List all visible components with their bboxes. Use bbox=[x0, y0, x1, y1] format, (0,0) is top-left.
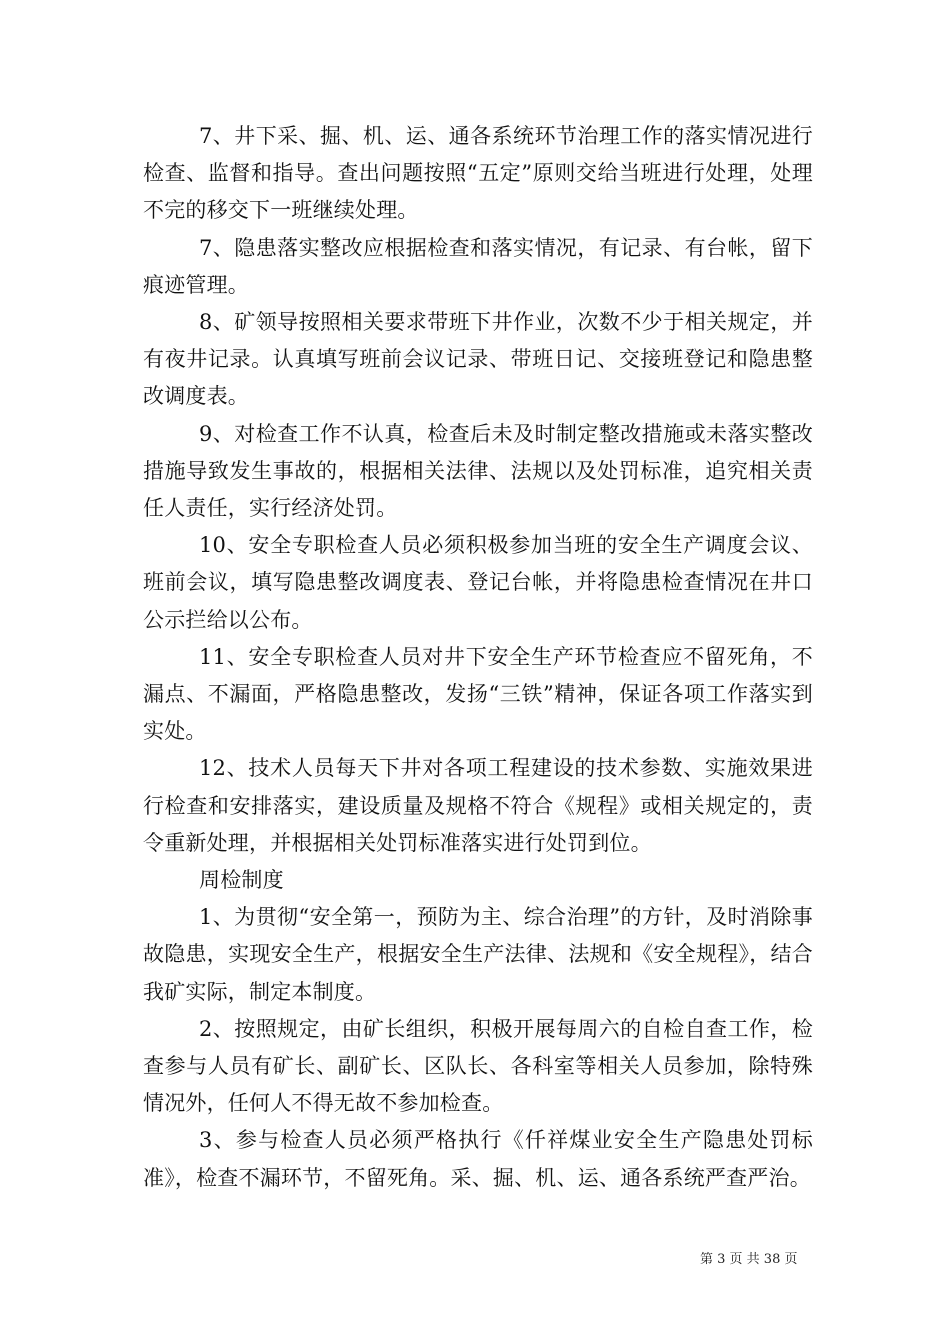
paragraph-weekly-purpose: 1、为贯彻“安全第一，预防为主、综合治理”的方针，及时消除事故隐患，实现安全生产，根据安全生产法律、法规和《安全规程》，结合我矿实际，制定本制度。 bbox=[143, 905, 813, 1004]
section-heading-weekly-inspection: 周检制度 bbox=[199, 868, 284, 893]
document-body bbox=[143, 118, 813, 1197]
paragraph-technical-staff: 12、技术人员每天下井对各项工程建设的技术参数、实施效果进行检查和安排落实，建设质量及规格不符合《规程》或相关规定的，责令重新处理，并根据相关处罚标准落实进行处罚到位。 bbox=[143, 756, 813, 855]
paragraph-weekly-organization: 2、按照规定，由矿长组织，积极开展每周六的自检自查工作，检查参与人员有矿长、副矿长、区队长、各科室等相关人员参加，除特殊情况外，任何人不得无故不参加检查。 bbox=[143, 1016, 813, 1116]
paragraph-no-blind-spots: 11、安全专职检查人员对井下安全生产环节检查应不留死角，不漏点、不漏面，严格隐患整改，发扬“三铁”精神，保证各项工作落实到实处。 bbox=[143, 644, 813, 744]
page-number: 第 3 页 共 38 页 bbox=[700, 1252, 798, 1267]
paragraph-item-7-inspection: 7、井下采、掘、机、运、通各系统环节治理工作的落实情况进行检查、监督和指导。查出问题按照“五定”原则交给当班进行处理，处理不完的移交下一班继续处理。 bbox=[143, 124, 813, 223]
paragraph-leader-shift: 8、矿领导按照相关要求带班下井作业，次数不少于相关规定，并有夜井记录。认真填写班前会议记录、带班日记、交接班登记和隐患整改调度表。 bbox=[143, 310, 813, 409]
paragraph-weekly-standards: 3、参与检查人员必须严格执行《仟祥煤业安全生产隐患处罚标准》，检查不漏环节，不留死角。采、掘、机、运、通各系统严查严治。 bbox=[143, 1128, 813, 1190]
paragraph-penalty: 9、对检查工作不认真，检查后未及时制定整改措施或未落实整改措施导致发生事故的，根据相关法律、法规以及处罚标准，追究相关责任人责任，实行经济处罚。 bbox=[143, 421, 813, 521]
paragraph-safety-meeting: 10、安全专职检查人员必须积极参加当班的安全生产调度会议、班前会议，填写隐患整改调度表、登记台帐，并将隐患检查情况在井口公示拦给以公布。 bbox=[143, 533, 813, 632]
paragraph-hazard-rectification: 7、隐患落实整改应根据检查和落实情况，有记录、有台帐，留下痕迹管理。 bbox=[143, 235, 813, 297]
